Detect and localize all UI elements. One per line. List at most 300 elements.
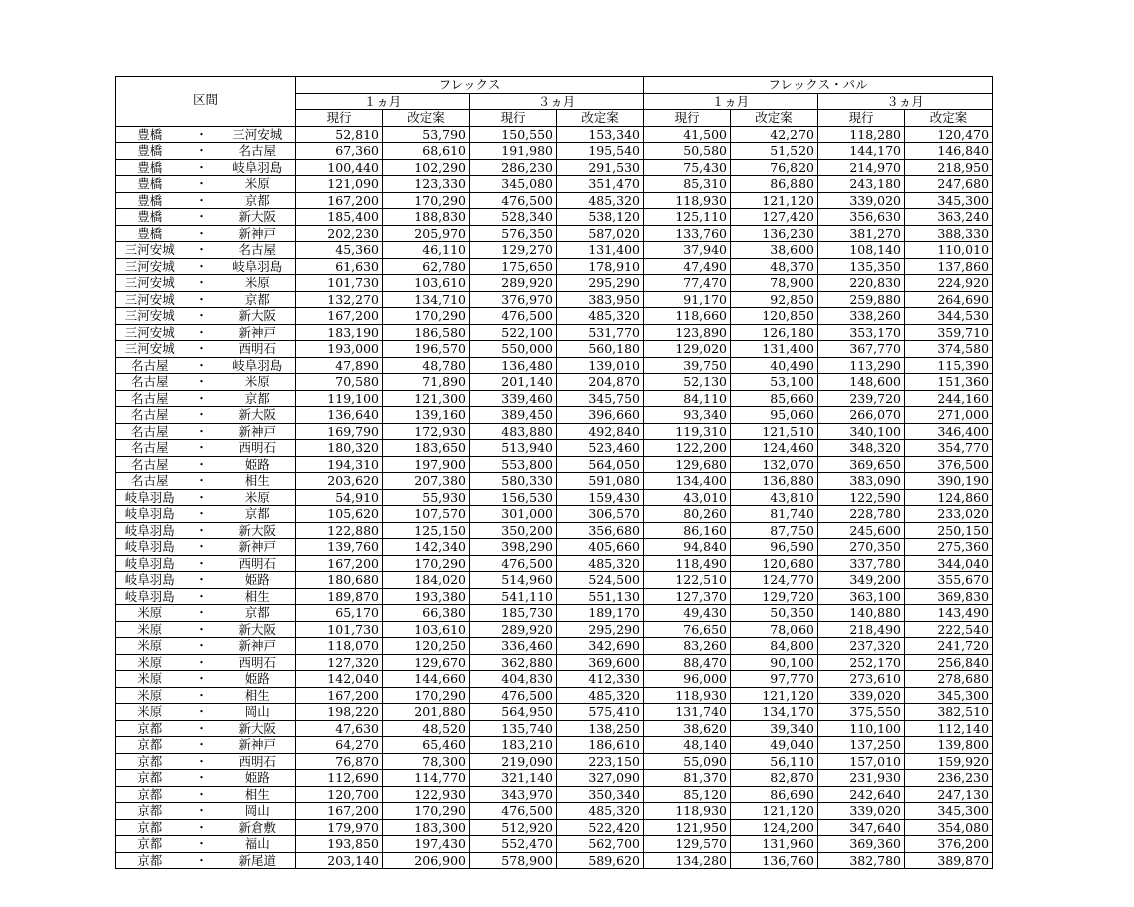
separator-dot: ・ — [184, 209, 220, 226]
table-row — [116, 720, 993, 737]
fare-current-cell: 522,100 — [470, 324, 557, 341]
fare-current-cell: 52,130 — [644, 374, 731, 391]
fare-revised-cell: 183,300 — [383, 819, 470, 836]
fare-current-cell: 54,910 — [296, 489, 383, 506]
separator-dot: ・ — [184, 357, 220, 374]
fare-current-cell: 100,440 — [296, 159, 383, 176]
table-row — [116, 159, 993, 176]
fare-revised-cell: 531,770 — [557, 324, 644, 341]
station-to: 京都 — [220, 506, 296, 523]
table-row — [116, 506, 993, 523]
fare-revised-cell: 123,330 — [383, 176, 470, 193]
station-from: 豊橋 — [116, 143, 184, 160]
fare-revised-cell: 485,320 — [557, 687, 644, 704]
fare-current-cell: 194,310 — [296, 456, 383, 473]
table-row — [116, 572, 993, 589]
fare-current-cell: 167,200 — [296, 803, 383, 820]
fare-current-cell: 339,020 — [818, 803, 905, 820]
fare-revised-cell: 485,320 — [557, 308, 644, 325]
station-from: 豊橋 — [116, 225, 184, 242]
table-row — [116, 522, 993, 539]
fare-current-cell: 118,070 — [296, 638, 383, 655]
fare-current-cell: 239,720 — [818, 390, 905, 407]
separator-dot: ・ — [184, 572, 220, 589]
fare-revised-cell: 351,470 — [557, 176, 644, 193]
fare-current-cell: 553,800 — [470, 456, 557, 473]
fare-current-cell: 88,470 — [644, 654, 731, 671]
fare-revised-cell: 51,520 — [731, 143, 818, 160]
fare-current-cell: 45,360 — [296, 242, 383, 259]
fare-current-cell: 120,700 — [296, 786, 383, 803]
separator-dot: ・ — [184, 687, 220, 704]
fare-current-cell: 136,640 — [296, 407, 383, 424]
fare-current-cell: 70,580 — [296, 374, 383, 391]
fare-current-cell: 476,500 — [470, 687, 557, 704]
fare-revised-cell: 137,860 — [905, 258, 993, 275]
fare-current-cell: 167,200 — [296, 555, 383, 572]
station-to: 相生 — [220, 786, 296, 803]
fare-revised-cell: 103,610 — [383, 621, 470, 638]
fare-revised-cell: 363,240 — [905, 209, 993, 226]
station-from: 名古屋 — [116, 357, 184, 374]
station-to: 西明石 — [220, 654, 296, 671]
fare-current-cell: 127,320 — [296, 654, 383, 671]
station-to: 三河安城 — [220, 126, 296, 143]
fare-revised-cell: 247,680 — [905, 176, 993, 193]
table-row — [116, 275, 993, 292]
fare-current-cell: 183,190 — [296, 324, 383, 341]
fare-revised-cell: 136,880 — [731, 473, 818, 490]
station-from: 岐阜羽島 — [116, 572, 184, 589]
fare-current-cell: 157,010 — [818, 753, 905, 770]
fare-current-cell: 101,730 — [296, 621, 383, 638]
fare-revised-cell: 241,720 — [905, 638, 993, 655]
fare-current-cell: 110,100 — [818, 720, 905, 737]
fare-current-cell: 167,200 — [296, 192, 383, 209]
separator-dot: ・ — [184, 803, 220, 820]
station-from: 名古屋 — [116, 374, 184, 391]
fare-current-cell: 108,140 — [818, 242, 905, 259]
fare-revised-cell: 132,070 — [731, 456, 818, 473]
station-from: 岐阜羽島 — [116, 539, 184, 556]
station-from: 三河安城 — [116, 308, 184, 325]
table-row — [116, 786, 993, 803]
fare-revised-cell: 78,060 — [731, 621, 818, 638]
fare-current-cell: 67,360 — [296, 143, 383, 160]
fare-current-cell: 191,980 — [470, 143, 557, 160]
separator-dot: ・ — [184, 489, 220, 506]
fare-current-cell: 105,620 — [296, 506, 383, 523]
station-to: 姫路 — [220, 671, 296, 688]
fare-revised-cell: 295,290 — [557, 621, 644, 638]
separator-dot: ・ — [184, 308, 220, 325]
fare-current-cell: 193,850 — [296, 836, 383, 853]
period-header: １ヵ月 — [296, 93, 470, 110]
fare-current-cell: 134,280 — [644, 852, 731, 869]
fare-current-cell: 167,200 — [296, 687, 383, 704]
fare-revised-cell: 222,540 — [905, 621, 993, 638]
fare-revised-cell: 86,690 — [731, 786, 818, 803]
fare-current-cell: 376,970 — [470, 291, 557, 308]
fare-revised-cell: 121,300 — [383, 390, 470, 407]
separator-dot: ・ — [184, 836, 220, 853]
fare-revised-cell: 575,410 — [557, 704, 644, 721]
fare-current-cell: 340,100 — [818, 423, 905, 440]
table-row — [116, 588, 993, 605]
station-to: 新大阪 — [220, 209, 296, 226]
separator-dot: ・ — [184, 473, 220, 490]
station-from: 米原 — [116, 671, 184, 688]
fare-current-cell: 349,200 — [818, 572, 905, 589]
fare-current-cell: 202,230 — [296, 225, 383, 242]
separator-dot: ・ — [184, 291, 220, 308]
fare-revised-cell: 144,660 — [383, 671, 470, 688]
fare-current-cell: 118,490 — [644, 555, 731, 572]
station-from: 名古屋 — [116, 473, 184, 490]
fare-current-cell: 135,350 — [818, 258, 905, 275]
fare-current-cell: 131,740 — [644, 704, 731, 721]
fare-revised-cell: 256,840 — [905, 654, 993, 671]
fare-current-cell: 129,680 — [644, 456, 731, 473]
station-from: 米原 — [116, 605, 184, 622]
fare-current-cell: 345,080 — [470, 176, 557, 193]
table-row — [116, 357, 993, 374]
table-row — [116, 423, 993, 440]
fare-current-cell: 47,630 — [296, 720, 383, 737]
station-to: 新大阪 — [220, 720, 296, 737]
fare-revised-cell: 170,290 — [383, 803, 470, 820]
station-from: 京都 — [116, 737, 184, 754]
fare-current-cell: 550,000 — [470, 341, 557, 358]
fare-current-cell: 336,460 — [470, 638, 557, 655]
fare-revised-cell: 485,320 — [557, 803, 644, 820]
fare-revised-cell: 124,860 — [905, 489, 993, 506]
fare-current-cell: 289,920 — [470, 621, 557, 638]
fare-revised-cell: 233,020 — [905, 506, 993, 523]
table-row — [116, 324, 993, 341]
table-row — [116, 605, 993, 622]
station-from: 京都 — [116, 836, 184, 853]
fare-current-cell: 61,630 — [296, 258, 383, 275]
column-header-revised: 改定案 — [731, 110, 818, 127]
fare-current-cell: 266,070 — [818, 407, 905, 424]
table-row — [116, 225, 993, 242]
fare-current-cell: 382,780 — [818, 852, 905, 869]
fare-revised-cell: 396,660 — [557, 407, 644, 424]
fare-revised-cell: 172,930 — [383, 423, 470, 440]
fare-revised-cell: 107,570 — [383, 506, 470, 523]
fare-revised-cell: 142,340 — [383, 539, 470, 556]
fare-current-cell: 383,090 — [818, 473, 905, 490]
fare-revised-cell: 131,400 — [557, 242, 644, 259]
fare-current-cell: 198,220 — [296, 704, 383, 721]
fare-current-cell: 476,500 — [470, 308, 557, 325]
fare-revised-cell: 124,770 — [731, 572, 818, 589]
station-from: 豊橋 — [116, 176, 184, 193]
fare-revised-cell: 278,680 — [905, 671, 993, 688]
table-row — [116, 390, 993, 407]
table-row — [116, 621, 993, 638]
fare-revised-cell: 139,160 — [383, 407, 470, 424]
fare-current-cell: 118,280 — [818, 126, 905, 143]
fare-revised-cell: 85,660 — [731, 390, 818, 407]
station-to: 福山 — [220, 836, 296, 853]
station-from: 京都 — [116, 803, 184, 820]
station-from: 米原 — [116, 704, 184, 721]
fare-revised-cell: 115,390 — [905, 357, 993, 374]
fare-current-cell: 514,960 — [470, 572, 557, 589]
fare-revised-cell: 131,400 — [731, 341, 818, 358]
fare-current-cell: 118,930 — [644, 687, 731, 704]
station-from: 岐阜羽島 — [116, 588, 184, 605]
fare-revised-cell: 120,850 — [731, 308, 818, 325]
fare-current-cell: 512,920 — [470, 819, 557, 836]
separator-dot: ・ — [184, 423, 220, 440]
station-from: 三河安城 — [116, 324, 184, 341]
fare-current-cell: 122,880 — [296, 522, 383, 539]
fare-revised-cell: 188,830 — [383, 209, 470, 226]
fare-current-cell: 49,430 — [644, 605, 731, 622]
fare-revised-cell: 201,880 — [383, 704, 470, 721]
station-from: 米原 — [116, 621, 184, 638]
station-from: 岐阜羽島 — [116, 489, 184, 506]
fare-current-cell: 84,110 — [644, 390, 731, 407]
fare-current-cell: 578,900 — [470, 852, 557, 869]
fare-revised-cell: 151,360 — [905, 374, 993, 391]
station-to: 相生 — [220, 687, 296, 704]
fare-current-cell: 156,530 — [470, 489, 557, 506]
fare-revised-cell: 66,380 — [383, 605, 470, 622]
fare-revised-cell: 121,510 — [731, 423, 818, 440]
fare-revised-cell: 327,090 — [557, 770, 644, 787]
fare-revised-cell: 170,290 — [383, 687, 470, 704]
station-from: 京都 — [116, 852, 184, 869]
fare-current-cell: 136,480 — [470, 357, 557, 374]
fare-current-cell: 193,000 — [296, 341, 383, 358]
fare-revised-cell: 485,320 — [557, 555, 644, 572]
fare-revised-cell: 38,600 — [731, 242, 818, 259]
table-row — [116, 654, 993, 671]
separator-dot: ・ — [184, 506, 220, 523]
fare-revised-cell: 134,710 — [383, 291, 470, 308]
fare-revised-cell: 223,150 — [557, 753, 644, 770]
station-to: 岐阜羽島 — [220, 159, 296, 176]
station-to: 新神戸 — [220, 737, 296, 754]
fare-revised-cell: 295,290 — [557, 275, 644, 292]
station-from: 三河安城 — [116, 242, 184, 259]
fare-current-cell: 347,640 — [818, 819, 905, 836]
fare-revised-cell: 388,330 — [905, 225, 993, 242]
fare-current-cell: 404,830 — [470, 671, 557, 688]
fare-current-cell: 142,040 — [296, 671, 383, 688]
fare-revised-cell: 78,300 — [383, 753, 470, 770]
fare-current-cell: 369,360 — [818, 836, 905, 853]
fare-current-cell: 350,200 — [470, 522, 557, 539]
fare-current-cell: 203,140 — [296, 852, 383, 869]
separator-dot: ・ — [184, 159, 220, 176]
fare-revised-cell: 53,790 — [383, 126, 470, 143]
fare-revised-cell: 138,250 — [557, 720, 644, 737]
fare-revised-cell: 131,960 — [731, 836, 818, 853]
fare-revised-cell: 587,020 — [557, 225, 644, 242]
fare-current-cell: 167,200 — [296, 308, 383, 325]
fare-current-cell: 273,610 — [818, 671, 905, 688]
fare-current-cell: 245,600 — [818, 522, 905, 539]
group-header-flex: フレックス — [296, 77, 644, 94]
fare-revised-cell: 204,870 — [557, 374, 644, 391]
fare-current-cell: 132,270 — [296, 291, 383, 308]
table-row — [116, 852, 993, 869]
fare-current-cell: 231,930 — [818, 770, 905, 787]
separator-dot: ・ — [184, 192, 220, 209]
fare-current-cell: 91,170 — [644, 291, 731, 308]
fare-revised-cell: 551,130 — [557, 588, 644, 605]
station-to: 名古屋 — [220, 242, 296, 259]
fare-revised-cell: 197,900 — [383, 456, 470, 473]
fare-current-cell: 286,230 — [470, 159, 557, 176]
fare-current-cell: 121,090 — [296, 176, 383, 193]
fare-revised-cell: 359,710 — [905, 324, 993, 341]
fare-revised-cell: 345,750 — [557, 390, 644, 407]
fare-current-cell: 112,690 — [296, 770, 383, 787]
fare-current-cell: 356,630 — [818, 209, 905, 226]
fare-revised-cell: 43,810 — [731, 489, 818, 506]
fare-current-cell: 96,000 — [644, 671, 731, 688]
fare-revised-cell: 124,200 — [731, 819, 818, 836]
fare-revised-cell: 92,850 — [731, 291, 818, 308]
station-to: 姫路 — [220, 456, 296, 473]
fare-revised-cell: 134,170 — [731, 704, 818, 721]
fare-revised-cell: 50,350 — [731, 605, 818, 622]
fare-revised-cell: 127,420 — [731, 209, 818, 226]
separator-dot: ・ — [184, 341, 220, 358]
fare-revised-cell: 591,080 — [557, 473, 644, 490]
fare-revised-cell: 196,570 — [383, 341, 470, 358]
station-from: 京都 — [116, 786, 184, 803]
fare-current-cell: 37,940 — [644, 242, 731, 259]
fare-current-cell: 552,470 — [470, 836, 557, 853]
period-header: ３ヵ月 — [470, 93, 644, 110]
fare-revised-cell: 121,120 — [731, 803, 818, 820]
fare-current-cell: 76,650 — [644, 621, 731, 638]
fare-revised-cell: 139,800 — [905, 737, 993, 754]
fare-current-cell: 119,100 — [296, 390, 383, 407]
fare-current-cell: 129,570 — [644, 836, 731, 853]
fare-current-cell: 513,940 — [470, 440, 557, 457]
fare-current-cell: 541,110 — [470, 588, 557, 605]
fare-revised-cell: 224,920 — [905, 275, 993, 292]
fare-revised-cell: 120,470 — [905, 126, 993, 143]
fare-revised-cell: 291,530 — [557, 159, 644, 176]
table-row — [116, 407, 993, 424]
station-to: 新神戸 — [220, 324, 296, 341]
fare-revised-cell: 184,020 — [383, 572, 470, 589]
fare-current-cell: 564,950 — [470, 704, 557, 721]
station-from: 米原 — [116, 638, 184, 655]
fare-revised-cell: 146,840 — [905, 143, 993, 160]
fare-current-cell: 55,090 — [644, 753, 731, 770]
fare-revised-cell: 522,420 — [557, 819, 644, 836]
station-to: 新神戸 — [220, 423, 296, 440]
fare-current-cell: 65,170 — [296, 605, 383, 622]
separator-dot: ・ — [184, 522, 220, 539]
fare-current-cell: 362,880 — [470, 654, 557, 671]
fare-revised-cell: 48,780 — [383, 357, 470, 374]
fare-revised-cell: 110,010 — [905, 242, 993, 259]
station-to: 新神戸 — [220, 638, 296, 655]
separator-dot: ・ — [184, 819, 220, 836]
fare-revised-cell: 129,720 — [731, 588, 818, 605]
separator-dot: ・ — [184, 539, 220, 556]
fare-current-cell: 338,260 — [818, 308, 905, 325]
table-row — [116, 638, 993, 655]
fare-current-cell: 363,100 — [818, 588, 905, 605]
fare-revised-cell: 354,080 — [905, 819, 993, 836]
fare-revised-cell: 86,880 — [731, 176, 818, 193]
table-row — [116, 341, 993, 358]
fare-revised-cell: 178,910 — [557, 258, 644, 275]
fare-revised-cell: 124,460 — [731, 440, 818, 457]
station-to: 西明石 — [220, 341, 296, 358]
station-to: 岡山 — [220, 803, 296, 820]
fare-current-cell: 219,090 — [470, 753, 557, 770]
fare-current-cell: 321,140 — [470, 770, 557, 787]
separator-dot: ・ — [184, 753, 220, 770]
station-from: 岐阜羽島 — [116, 555, 184, 572]
separator-dot: ・ — [184, 671, 220, 688]
column-header-current: 現行 — [296, 110, 383, 127]
fare-revised-cell: 55,930 — [383, 489, 470, 506]
station-from: 岐阜羽島 — [116, 522, 184, 539]
table-row — [116, 440, 993, 457]
table-row — [116, 770, 993, 787]
table-row — [116, 704, 993, 721]
fare-revised-cell: 345,300 — [905, 687, 993, 704]
fare-current-cell: 48,140 — [644, 737, 731, 754]
fare-revised-cell: 84,800 — [731, 638, 818, 655]
fare-current-cell: 228,780 — [818, 506, 905, 523]
fare-current-cell: 134,400 — [644, 473, 731, 490]
fare-current-cell: 77,470 — [644, 275, 731, 292]
station-from: 京都 — [116, 753, 184, 770]
fare-revised-cell: 68,610 — [383, 143, 470, 160]
separator-dot: ・ — [184, 605, 220, 622]
fare-revised-cell: 369,830 — [905, 588, 993, 605]
fare-current-cell: 47,490 — [644, 258, 731, 275]
separator-dot: ・ — [184, 704, 220, 721]
station-to: 西明石 — [220, 555, 296, 572]
fare-revised-cell: 97,770 — [731, 671, 818, 688]
station-to: 西明石 — [220, 440, 296, 457]
separator-dot: ・ — [184, 390, 220, 407]
fare-revised-cell: 48,520 — [383, 720, 470, 737]
fare-current-cell: 86,160 — [644, 522, 731, 539]
station-from: 名古屋 — [116, 407, 184, 424]
table-row — [116, 291, 993, 308]
fare-revised-cell: 81,740 — [731, 506, 818, 523]
fare-revised-cell: 250,150 — [905, 522, 993, 539]
separator-dot: ・ — [184, 720, 220, 737]
fare-current-cell: 180,320 — [296, 440, 383, 457]
fare-revised-cell: 121,120 — [731, 192, 818, 209]
fare-current-cell: 118,660 — [644, 308, 731, 325]
table-row — [116, 687, 993, 704]
fare-revised-cell: 186,610 — [557, 737, 644, 754]
fare-revised-cell: 76,820 — [731, 159, 818, 176]
fare-revised-cell: 524,500 — [557, 572, 644, 589]
fare-revised-cell: 143,490 — [905, 605, 993, 622]
table-row — [116, 456, 993, 473]
